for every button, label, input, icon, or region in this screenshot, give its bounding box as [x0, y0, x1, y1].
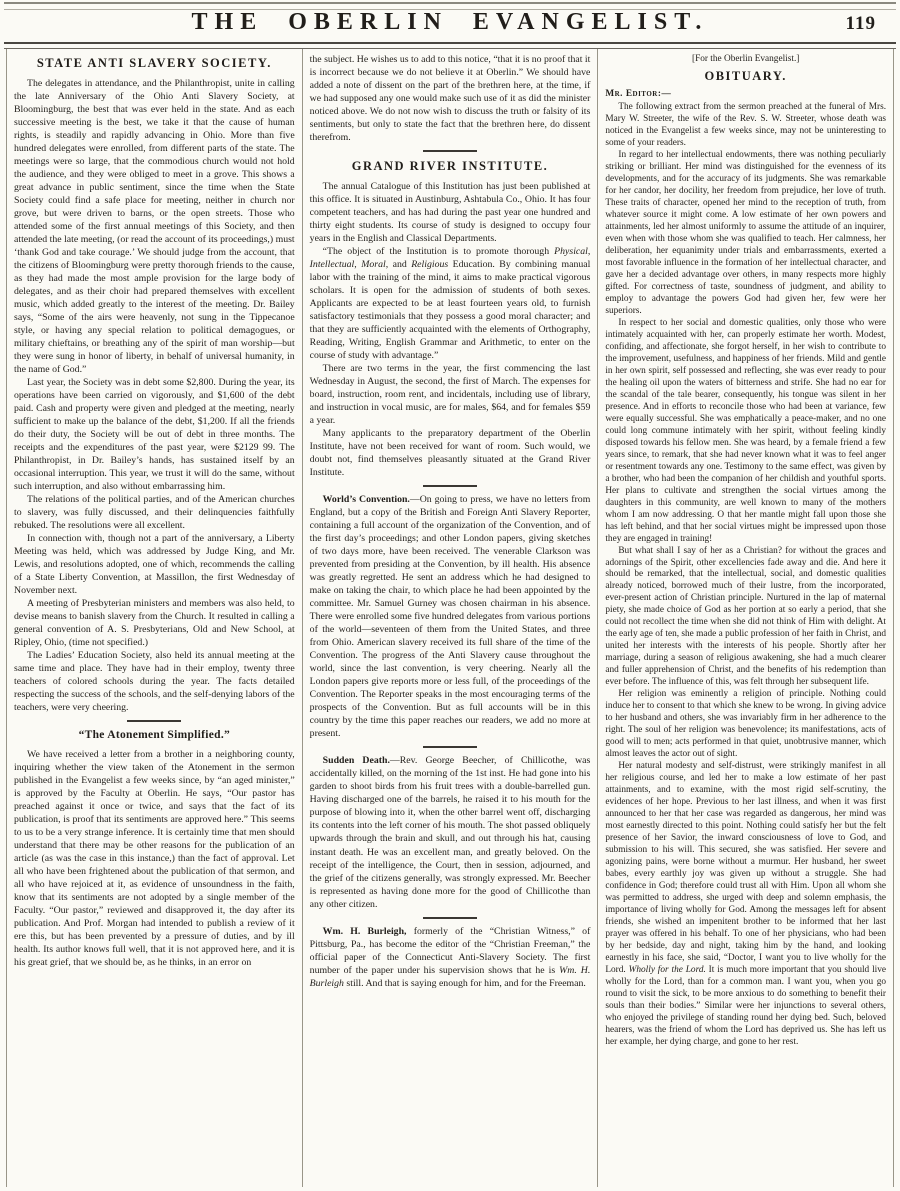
paragraph: Many applicants to the preparatory department of the Oberlin Institute, have not been received for want of room. Such would, we doubt not, find themselves pleasantly situated at the Grand River Institute. — [309, 428, 591, 479]
mr-editor-salutation: Mr. Editor:— — [605, 89, 672, 100]
paragraph: There are two terms in the year, the first commencing the last Wednesday in August, the second, the first of March. The expenses for board, instruction, room rent, and incidentals, including use of library, and instruction in vocal music, are for males, $64, and for females $59 a year. — [309, 362, 591, 427]
masthead-title: THE OBERLIN EVANGELIST. — [191, 9, 709, 35]
paragraph: Last year, the Society was in debt some $2,800. During the year, its operations have been carried on vigorously, and $1,600 of the debt paid. Cash and property were given and pledged at the meeting, nearly sufficient to make up the balance of the debt, $1,200. If all the friends do their duty, the Society will be out of debt in three months. The receipts and the expenditures of the past year, were $2129 99. The Philanthropist, in Dr. Bailey’s hands, has sustained itself by an occasional interruption. This year, we trust it will do the same, without such interruption, and also without embarrassing him. — [14, 376, 295, 493]
paragraph: The annual Catalogue of this Institution has just been published at this office. It is situated in Austinburg, Ashtabula Co., Ohio. It has four competent teachers, and has had during the past year one hundred and thirty eight students. Its course of study is designed to occupy four years in the English and Classical Departments. — [309, 180, 591, 244]
article-columns — [6, 49, 894, 1187]
grand-river-institute-heading: GRAND RIVER INSTITUTE. — [351, 159, 549, 174]
paragraph: The following extract from the sermon preached at the funeral of Mrs. Mary W. Streeter, the wife of the Rev. S. W. Streeter, whose death was noticed in the Evangelist a few weeks since, may not be uninteresting to some of your readers. — [605, 102, 887, 149]
paragraph: The Ladies’ Education Society, also held its annual meeting at the same time and place. They have had in their employ, twenty three teachers of colored schools during the year. The facts detailed respecting the success of the schools, and the self-denying labors of the teachers, were very cheering. — [14, 650, 295, 714]
column-3 — [597, 49, 893, 1187]
paragraph: In respect to her social and domestic qualities, only those who were intimately acquainted with her, can properly estimate her worth. Modest, confiding, and affectionate, she forgot herself, in her wish to contribute to the improvement, usefulness, and happiness of her friends. Mild and gentle in her own spirit, self possessed and reflecting, she was ever ready to pour the healing oil upon the waters of bitterness and strife. She had no ear for the scandal of the tale bearer, consequently, his tongue was silent in her presence. And in efforts to reconcile those who had been at variance, few were equally successful. She was emphatically a peace-maker, and no one could long commune intimately with her spirit, without feeling kindly disposed towards his fellow men. She was heard, by a female friend a few years since, to remark, that she had never known what it was to feel anger or resentment towards any one. Testimony to the same effect, was given by a brother, who had been the companion of her childish and youthful sports. Her plans to cultivate and strengthen the social virtues among the daughters in this community, are well known to many of the mothers whom I am now addressing. O that her mantle might fall upon those she has left behind, and that her social virtues might be impressed upon those they are engaged in training! — [605, 317, 887, 544]
state-anti-slavery-society-heading: STATE ANTI SLAVERY SOCIETY. — [36, 56, 272, 70]
masthead — [0, 9, 900, 39]
paragraph: Her natural modesty and self-distrust, were strikingly manifest in all her religious course, and led her to make a low estimate of her past attainments, and to examine, with the most rigid self-scrutiny, the evidences of her hope. Previous to her last illness, and when it was first announced to her that her case was regarded as dangerous, her mind was most earnestly directed to this point. Nothing could satisfy her but the felt presence of her Savior, the inward consciousness of love to God, and submission to his will. This secured, she was satisfied. Her severe and agonizing pains, were borne without a murmur. Her husband, her sweet babes, every earthly joy was given up without a struggle. She had confidence in God; therefore could trust all with Him. Upon all whom she was permitted to address, she urged with deep and solemn emphasis, the importance of living wholly for God. Among the messages left for absent friends, she wished an impenitent brother to be informed that her last prayer was offered in his behalf. To one of her physicians, who had been by her bedside, day and night, taking him by the hand, and looking earnestly in his face, she said, “Doctor, I want you to live wholly for the Lord. Wholly for the Lord. It is much more important that you should live wholly for the Lord, than for a common man. I want you, when you go round to visit the sick, to be more anxious to do something to benefit their souls than their bodies.” Similar were her injunctions to several others, who enjoyed the privilege of standing round her dying bed. Such, beloved hearers, was the friend of whom the Lord has deprived us. She has left us her example, her dying charge, and gone to her rest. — [605, 761, 887, 1047]
paragraph-lead: Sudden Death. — [322, 755, 390, 767]
section-divider — [423, 746, 477, 748]
paragraph: Her religion was eminently a religion of principle. Nothing could induce her to consent to that which she knew to be wrong. In giving advice to her husband and others, she was invariably firm in her adherence to the right. The soul of her religion was benevolence; its manifestations, acts of good will to men; acts performed in that quiet, unobtrusive manner, which almost leaves the actor out of sight. — [605, 689, 887, 760]
paragraph: “The object of the Institution is to promote thorough Physical, Intellectual, Moral, and Religious Education. By combining manual labor with the training of the mind, it aims to make practical vigorous scholars. It is open for the admission of students of both sexes. Applicants are expected to be at least fourteen years old, to furnish satisfactory testimonials that they possess a good moral character; and that they are sufficiently acquainted with the elements of Orthography, Reading, Writing, English Grammar and Arithmetic, to enter on the course of study with advantage.” — [309, 245, 591, 361]
paragraph-lead: Wm. H. Burleigh, — [322, 925, 407, 937]
column-2 — [302, 49, 598, 1187]
for-the-oberlin-evangelist-kicker: [For the Oberlin Evangelist.] — [691, 54, 800, 64]
paragraph: Wm. H. Burleigh, formerly of the “Christian Witness,” of Pittsburg, Pa., has become the editor of the “Christian Freeman,” the official paper of the Connecticut Anti-Slavery Society. The first number of the paper under his supervision shows that he is Wm. H. Burleigh still. And that is saying enough for him, and for the Freeman. — [309, 925, 591, 989]
section-divider — [423, 917, 477, 919]
atonement-simplified-heading: “The Atonement Simplified.” — [78, 729, 231, 742]
masthead-divider-rule — [4, 42, 896, 49]
obituary-heading: OBITUARY. — [704, 68, 787, 83]
paragraph: In connection with, though not a part of the anniversary, a Liberty Meeting was held, which was addressed by Judge King, and Mr. Lewis, and resolutions adopted, one of which, recommends the calling of a State Liberty Convention, at Massillon, the first Wednesday of November next. — [14, 533, 295, 597]
paragraph: The relations of the political parties, and of the American churches to slavery, was fully discussed, and their delinquencies faithfully rebuked. The resolutions were all excellent. — [14, 494, 295, 532]
section-divider — [423, 150, 477, 152]
paragraph-lead: World’s Convention. — [322, 494, 410, 506]
section-divider — [423, 485, 477, 487]
section-divider — [127, 720, 181, 722]
column-1 — [7, 49, 302, 1187]
paragraph: We have received a letter from a brother in a neighboring county, inquiring whether the view taken of the Atonement in the sermon published in the Evangelist a few weeks since, by “an aged minister,” is approved by the Faculty at Oberlin. He says, “Our pastor has preached against it once or twice, and says that the fact of its publication, is proof that its sentiments are approved here.” This seems to us to be a very strange inference. It is certainly time that men should understand that there may be other reasons for the publication of an article (as was the case in this instance,) than the fact of approval. Let all who have been frightened about the publication of that sermon, and all who have rejoiced at it, as evidence of unsoundness in the faith, know that its sentiments are not adopted by a single member of the Faculty. “Our pastor,” reviewed and disapproved it, the day after its publication. And Prof. Morgan had intended to publish a review of it ere this, but has been prevented by a pressure of duties, and by ill health. Its author knows full well, that it is not approved here, and it is his great grief, that we should be, as he thinks, in an error on — [14, 748, 295, 968]
page-number: 119 — [845, 13, 876, 34]
paragraph: But what shall I say of her as a Christian? for without the graces and adornings of the Spirit, other excellencies fade away and die. And here it should be remarked, that the intellectual, social, and domestic qualities already noticed, borrowed much of their lustre, from the incorporated, ever-present action of Christian principle. Nurtured in the lap of maternal piety, she made choice of God as her portion at so early a period, that she could not recollect the time when she did not think of Him with delight. At the early age of ten, she made a public profession of her faith in Christ, and united her interests with the interests of his people. Shortly after her marriage, during a season of religious awakening, she had a much clearer and fuller apprehension of Christ, and the benefits of his redemption than ever before. The influence of this, was felt through her subsequent life. — [605, 545, 887, 688]
paragraph: A meeting of Presbyterian ministers and members was also held, to devise means to banish slavery from the Church. It resulted in calling a general convention of A. S. Presbyterians, Old and New School, at Ripley, Ohio, (time not specified.) — [14, 598, 295, 649]
paragraph: the subject. He wishes us to add to this notice, “that it is no proof that it is incorrect because we do not believe it at Oberlin.” We should have added a note of dissent on the part of the brethren here, at the time, if we had supposed any one would make such use of it as did the minister noticed above. We do not now wish to discuss the truth or falsity of its sentiments, but only to state the fact that the brethren here, do dissent therefrom. — [309, 54, 591, 144]
paragraph: Sudden Death.—Rev. George Beecher, of Chillicothe, was accidentally killed, on the morning of the 1st inst. He had gone into his garden to shoot birds from his fruit trees with a double-barrelled gun. Having discharged one of the barrels, he raised it to his mouth for the purpose of blowing into it, when the other barrel went off, discharging its contents into the left corner of his mouth. The shot passed obliquely upwards through the brain and skull, and out through his hat, causing instant death. He was an excellent man, and greatly beloved. On the receipt of the intelligence, the Court, then in session, adjourned, and the grief of the citizens generally, was strongly expressed. Mr. Beecher is represented as having done more for the good of Chillicothe than any other citizen. — [309, 755, 591, 910]
paragraph: In regard to her intellectual endowments, there was nothing peculiarly striking or brilliant. Her mind was distinguished for the evenness of its developments, and for the accuracy of its judgments. She was remarkable for her candor, her docility, her freedom from prejudice, her love of truth. These traits of character, opened her mind to the reception of truth, from whatever source it might come. A low estimate of her own powers and attainments, led her almost uniformly to assume the attitude of an inquirer, even when with those whom she was qualified to teach. Her calmness, her deliberation, her equanimity under trials and embarrassments, exerted a most favorable influence in the formation of her intellectual character, and gave her a decided advantage over others, in many respects more highly gifted. For correctness of taste, soundness of judgment, and ability to employ to advantage the powers God had given her, few were her superiors. — [605, 150, 887, 316]
paragraph: The delegates in attendance, and the Philanthropist, unite in calling the late Anniversary of the Ohio Anti Slavery Society, at Bloomingburg, the best that was ever held in the state. And as each successive meeting is the best, we take it that the cause of human rights, is steadily and rapidly advancing in Ohio. More than five hundred delegates were enrolled, from different parts of the state. The meetings were so large, that the commodious church would not hold the audience, and they were obliged to meet in a grove. This shows a great advance in public sentiment, since the time when the State Society could find a safe place for meeting, neither in church nor grove, but were driven to barns, or the open streets. Those who attended some of the first annual meetings of this Society, and then attended the late meeting, (or read the account of its proceedings,) must ‘thank God and take courage.’ We should judge from the account, that the citizens of Bloomingburg were pretty thorough friends to the cause, as they had made the most ample provision for the large body of delegates, and as their choir had prepared themselves with excellent music, which added greatly to the interest of the meeting. Dr. Bailey says, “Some of the airs were heavenly, not sung in the Tippecanoe style, or having any special relation to political demagogues, or military chieftains, or breathing any of the spirit of man worship—but they were sung in honor of liberty, in behalf of universal humanity, in the name of God.” — [14, 77, 295, 375]
paragraph: World’s Convention.—On going to press, we have no letters from England, but a copy of the British and Foreign Anti Slavery Reporter, containing a full account of the organization of the Convention, and of the first day’s proceedings; and other London papers, giving sketches of two days more, have been received. The venerable Clarkson was prevented from presiding at the Convention, by ill health. His absence was greatly regretted. He sent an address which he had designed to make on taking the chair, to which place he had been appointed by the committee. Mr. Samuel Gurney was chosen chairman in his absence. There were enrolled some five hundred delegates from various portions of the world—seventeen of them from the United States, and three from Ohio. American slavery received its full share of the time of the Convention. The progress of the Anti Slavery cause throughout the world, since the last convention, is very cheering. Nearly all the London papers give reports more or less full, of the proceedings of the Convention. The Reporter speaks in the most encouraging terms of the prospects of the Convention. But as full accounts will be in this country by the time this paper reaches our readers, we add no more at present. — [309, 494, 591, 740]
